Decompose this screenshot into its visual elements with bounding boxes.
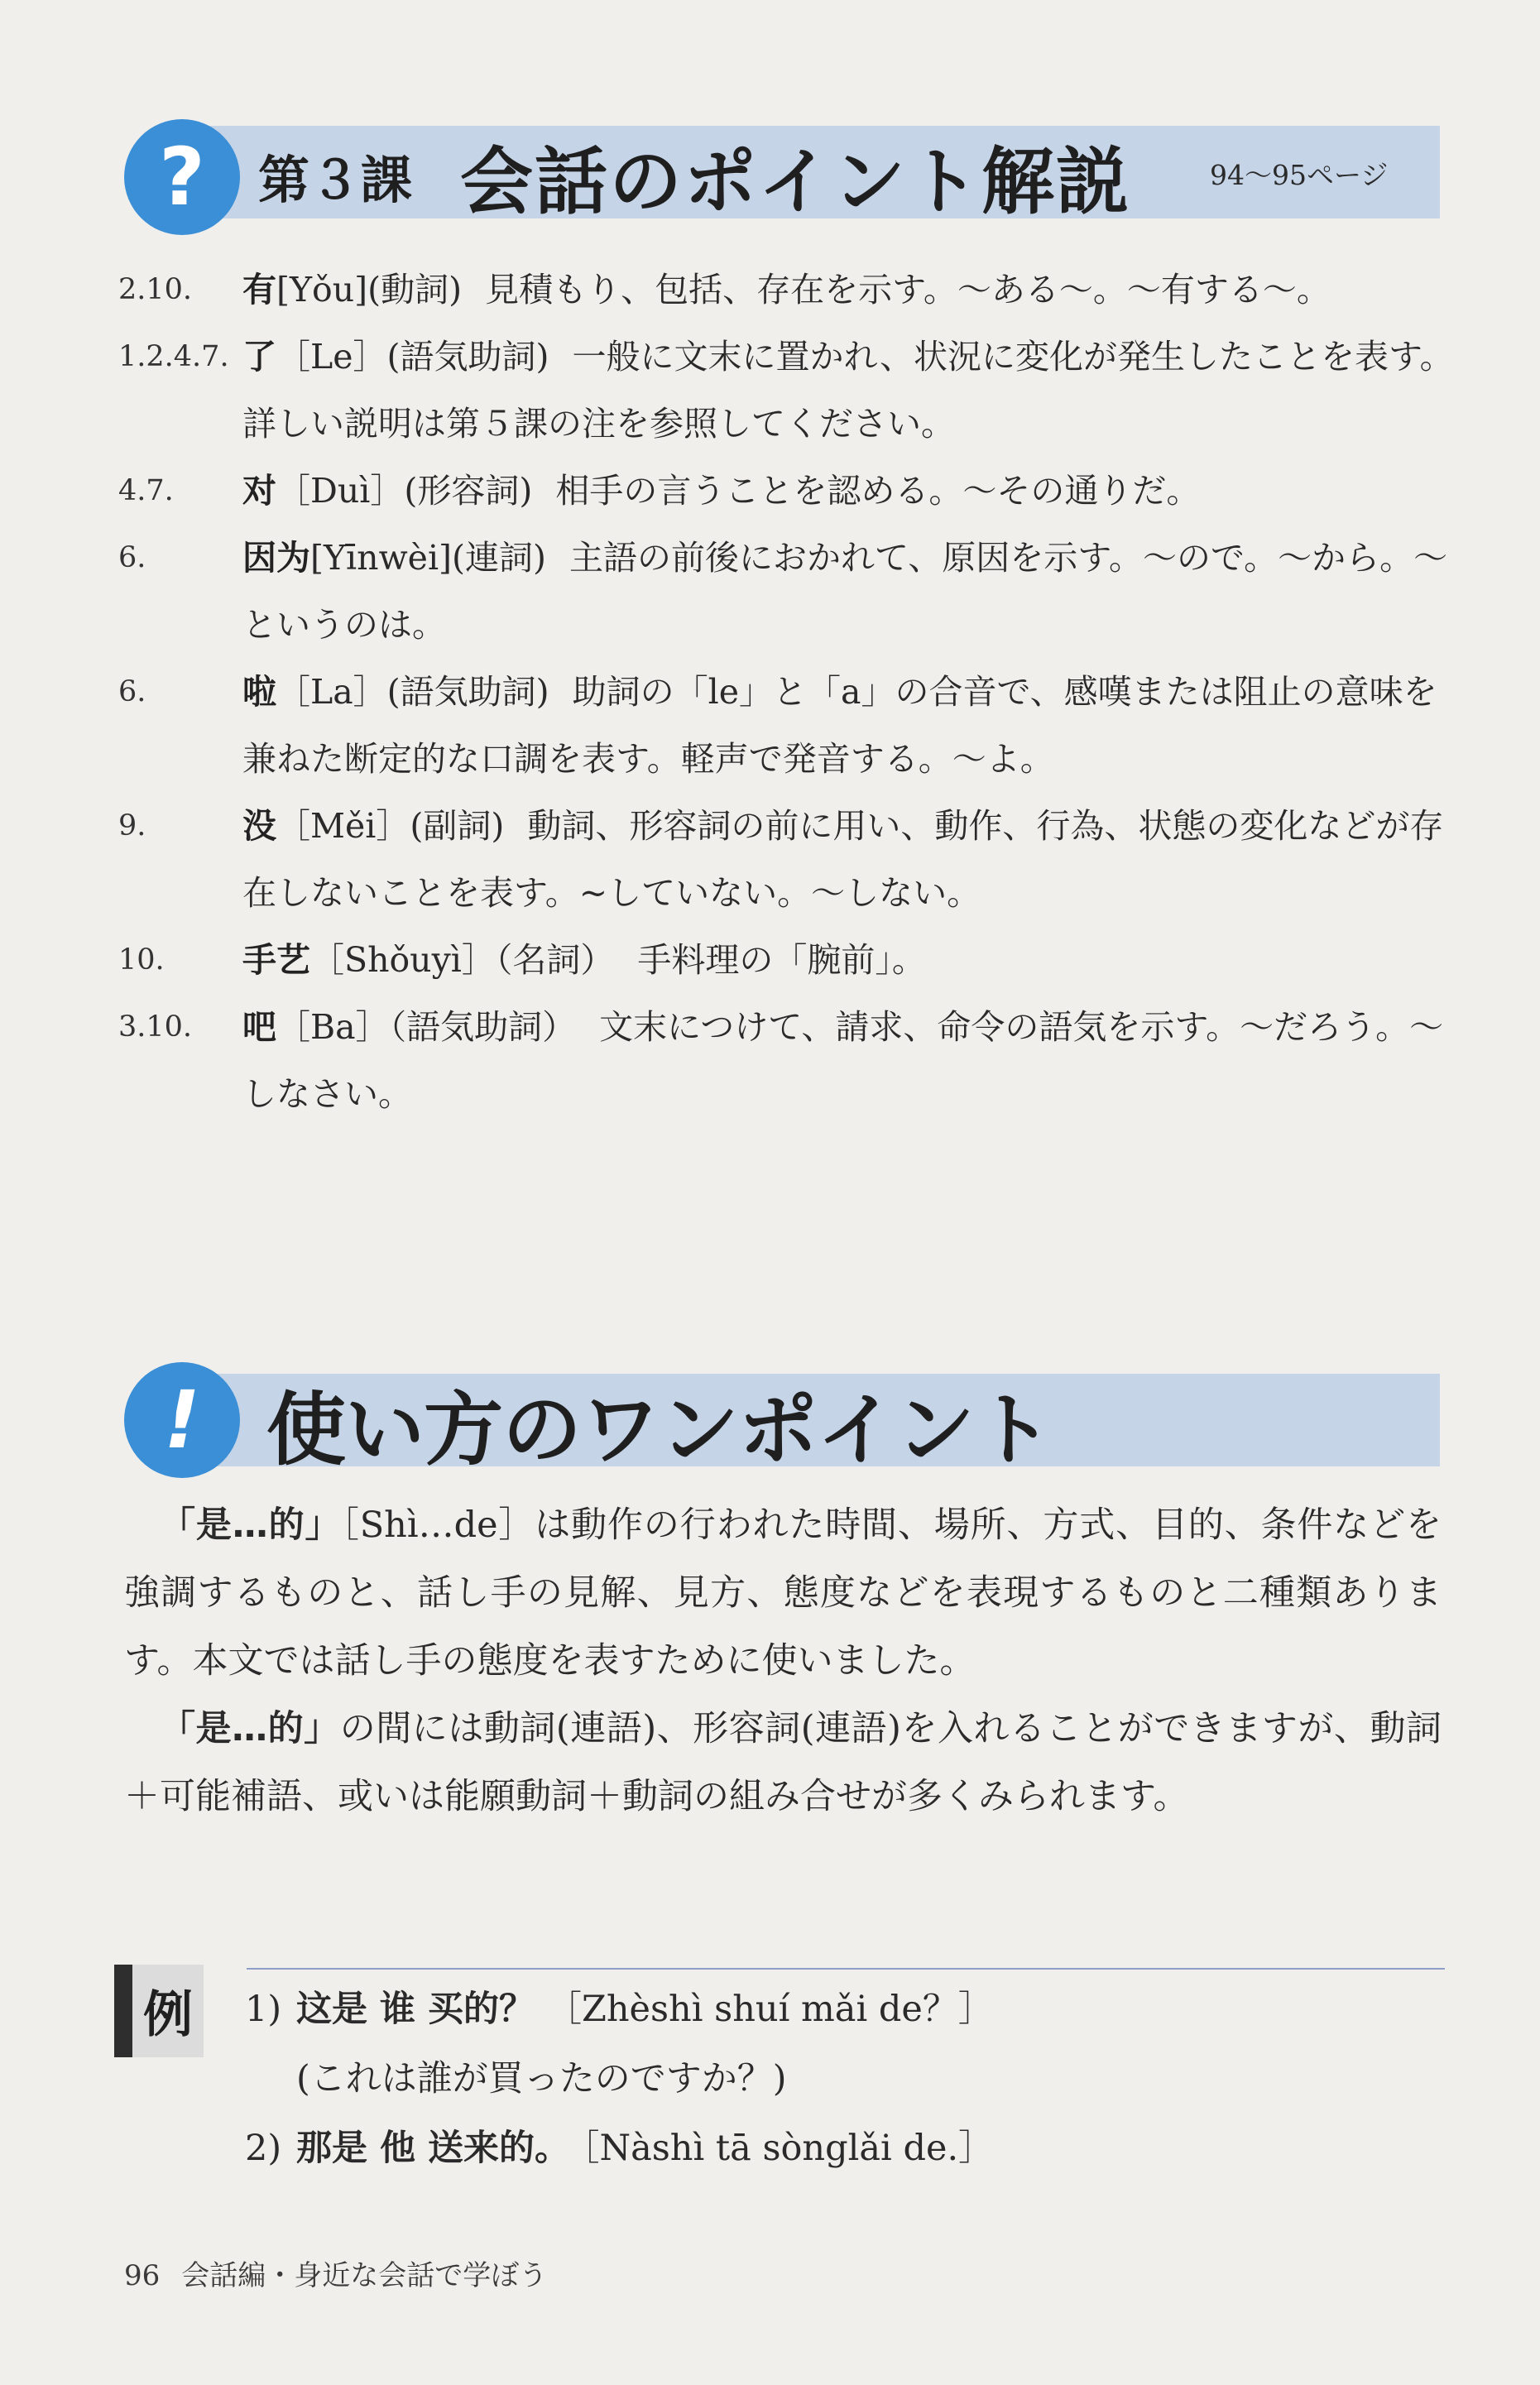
- note-line-ref: 6.: [118, 675, 146, 708]
- note-word: 因为: [242, 538, 310, 578]
- vocab-note: [0, 257, 1467, 324]
- examples-divider: [247, 1968, 1445, 1970]
- example-pinyin: ［Zhèshì shuí mǎi de？］: [545, 1989, 994, 2030]
- exclamation-icon: !: [124, 1362, 240, 1478]
- note-definition: 文末につけて、請求、命令の語気を示す。～だろう。～しなさい。: [242, 1007, 1444, 1114]
- page-number: 96: [124, 2259, 161, 2292]
- page-footer: [124, 2253, 547, 2293]
- question-mark-icon: ?: [124, 119, 240, 235]
- keyword: 「是…的」: [160, 1504, 342, 1546]
- vocab-note: [0, 793, 1467, 927]
- note-word: 了: [242, 337, 276, 377]
- note-word: 吧: [242, 1007, 276, 1047]
- example-item: [245, 1975, 1445, 2044]
- note-part-of-speech: （語気助詞）: [389, 1007, 577, 1047]
- note-definition: 助詞の「le」と「a」の合音で、感嘆または阻止の意味を兼ねた断定的な口調を表す。軽声で発音する。～よ。: [242, 672, 1437, 779]
- vocab-note: [0, 994, 1467, 1128]
- vocab-note: [0, 927, 1467, 994]
- example-translation: (これは誰が買ったのですか？): [296, 2058, 787, 2099]
- vocab-note: [0, 324, 1467, 458]
- note-word: 没: [242, 806, 276, 846]
- vocab-note: [0, 659, 1467, 793]
- note-pinyin: ［Duì］: [276, 471, 405, 511]
- example-label: 例: [114, 1965, 204, 2057]
- note-line-ref: 4.7.: [118, 474, 174, 507]
- note-part-of-speech: (動詞): [367, 270, 463, 310]
- note-part-of-speech: (語気助詞): [386, 672, 549, 712]
- running-title: 会話編・身近な会話で学ぼう: [181, 2259, 548, 2292]
- vocabulary-notes: [0, 257, 1540, 1128]
- note-definition: 主語の前後におかれて、原因を示す。～ので。～から。～というのは。: [242, 538, 1448, 645]
- note-part-of-speech: （名詞）: [495, 940, 615, 980]
- example-pinyin: ［Nàshì tā sònglǎi de.］: [581, 2128, 995, 2169]
- paragraph: [124, 1695, 1442, 1831]
- note-line-ref: 6.: [118, 541, 146, 574]
- paragraph: [124, 1491, 1442, 1695]
- section-title: 使い方のワンポイント: [266, 1384, 1053, 1476]
- note-line-ref: 3.10.: [118, 1010, 193, 1044]
- example-number: 1): [245, 1989, 282, 2030]
- example-chinese: 这是 谁 买的？: [296, 1989, 535, 2030]
- note-definition: 相手の言うことを認める。～その通りだ。: [555, 471, 1201, 511]
- note-part-of-speech: (連詞): [452, 538, 547, 578]
- paragraph-text: の間には動詞(連語)、形容詞(連語)を入れることができますが、動詞＋可能補語、或いは能願動詞＋動詞の組み合せが多くみられます。: [124, 1708, 1442, 1817]
- note-definition: 一般に文末に置かれ、状況に変化が発生したことを表す。詳しい説明は第５課の注を参照してください。: [242, 337, 1454, 444]
- note-pinyin: [Yīnwèi]: [310, 538, 453, 578]
- paragraph-text: ［Shì…de］は動作の行われた時間、場所、方式、目的、条件などを強調するものと、話し手の見解、見方、態度などを表現するものと二種類あります。本文では話し手の態度を表すために使いました。: [124, 1504, 1442, 1682]
- note-line-ref: 10.: [118, 943, 165, 977]
- lesson-number: 第３課: [258, 150, 413, 210]
- example-chinese: 那是 他 送来的。: [296, 2128, 570, 2169]
- usage-explanation: [124, 1491, 1442, 1831]
- vocab-note: [0, 458, 1467, 525]
- note-pinyin: ［Shǒuyì］: [310, 940, 496, 980]
- note-part-of-speech: (副詞): [410, 806, 505, 846]
- note-pinyin: [Yǒu]: [276, 270, 368, 310]
- note-word: 啦: [242, 672, 276, 712]
- note-line-ref: 2.10.: [118, 273, 193, 306]
- note-line-ref: 9.: [118, 809, 146, 842]
- note-part-of-speech: (語気助詞): [386, 337, 549, 377]
- note-definition: 動詞、形容詞の前に用い、動作、行為、状態の変化などが存在しないことを表す。~していない。～しない。: [242, 806, 1444, 913]
- note-word: 对: [242, 471, 276, 511]
- section-title: 会話のポイント解説: [460, 139, 1131, 224]
- note-part-of-speech: (形容詞): [404, 471, 533, 511]
- note-word: 有: [242, 270, 276, 310]
- note-definition: 見積もり、包括、存在を示す。～ある～。～有する～。: [485, 270, 1331, 310]
- note-pinyin: ［Měi］: [276, 806, 410, 846]
- examples-list: [245, 1975, 1445, 2183]
- note-definition: 手料理の「腕前」。: [637, 940, 926, 980]
- note-line-ref: 1.2.4.7.: [118, 340, 229, 373]
- example-item: [245, 2114, 1445, 2183]
- note-pinyin: ［Ba］: [276, 1007, 390, 1047]
- keyword: 「是…的」: [160, 1708, 340, 1749]
- example-number: 2): [245, 2128, 282, 2169]
- note-word: 手艺: [242, 940, 310, 980]
- note-pinyin: ［Le］: [276, 337, 387, 377]
- page-reference: 94～95ページ: [1210, 159, 1389, 191]
- note-pinyin: ［La］: [276, 672, 387, 712]
- vocab-note: [0, 525, 1467, 659]
